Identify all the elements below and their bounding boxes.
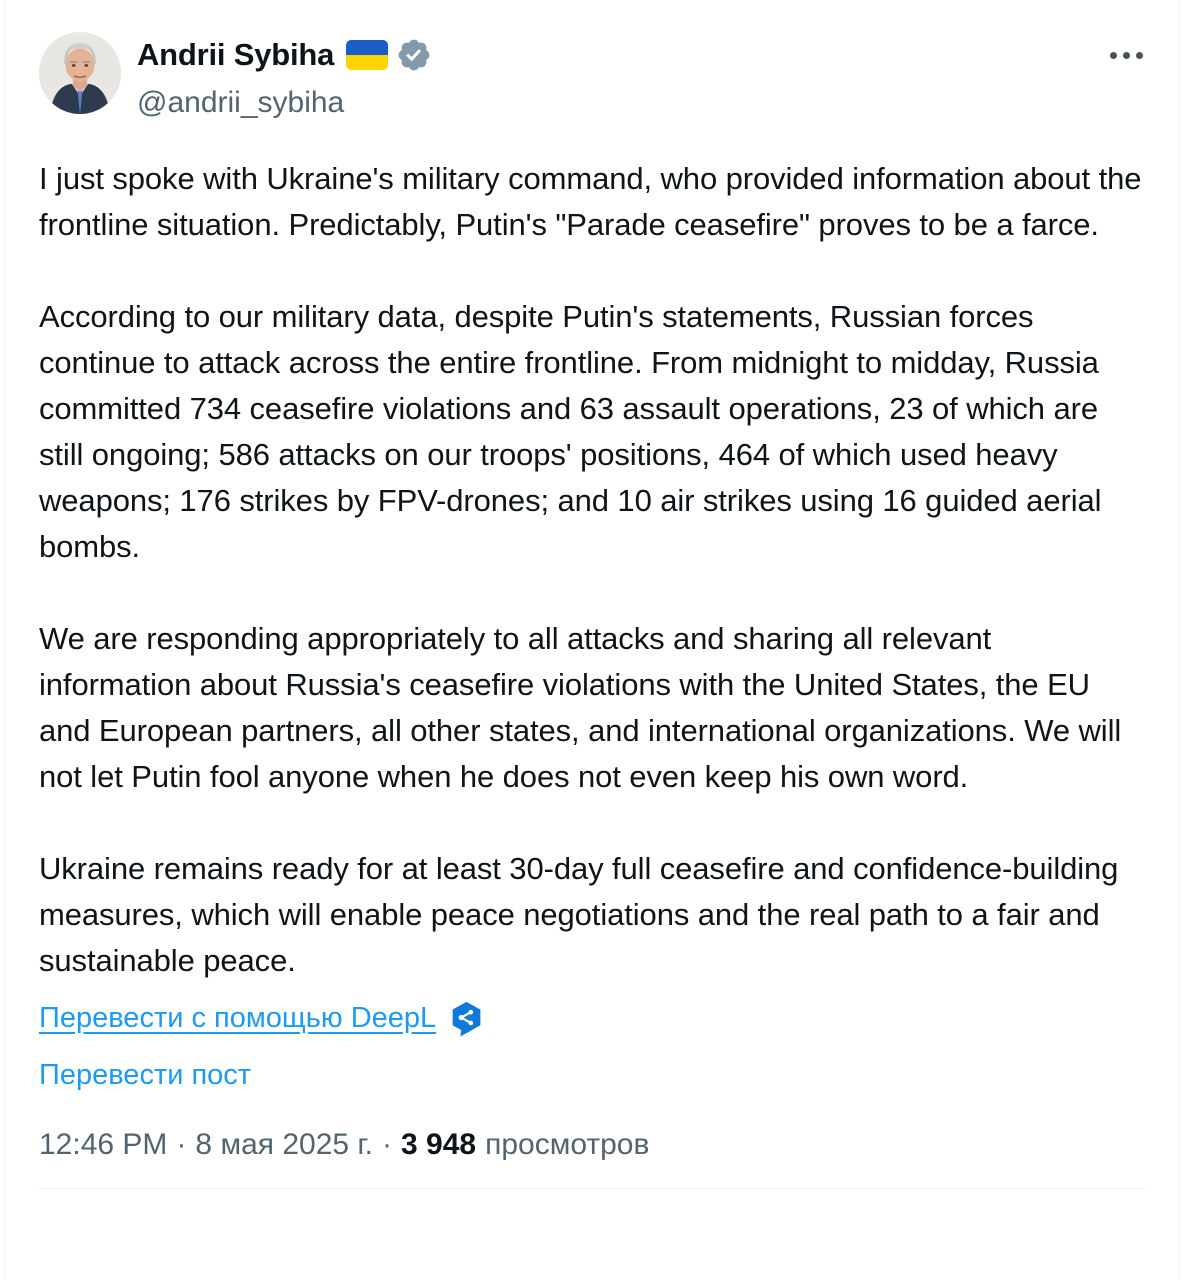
divider [39, 1188, 1145, 1189]
author-name[interactable]: Andrii Sybiha [137, 37, 335, 72]
timestamp: 12:46 PM [39, 1128, 168, 1161]
dot-separator: · [382, 1128, 393, 1161]
author-info [137, 32, 1108, 120]
ellipsis-icon [1123, 52, 1130, 59]
tweet [5, 0, 1179, 1189]
translate-deepl-link[interactable]: Перевести с помощью DeepL [39, 1002, 437, 1034]
tweet-text [39, 156, 1145, 984]
ellipsis-icon [1136, 52, 1143, 59]
tweet-paragraph: According to our military data, despite Putin's statements, Russian forces continue to attack across the entire frontline. From midnight to midday, Russia committed 734 ceasefire violations and 63 assault operations, 23 of which are still ongoing; 586 attacks on our troops' positions, 464 of which used heavy weapons; 176 strikes by FPV-drones; and 10 air strikes using 16 guided aerial bombs. [39, 299, 1102, 564]
views-label: просмотров [485, 1128, 650, 1161]
avatar[interactable] [39, 32, 121, 114]
tweet-paragraph: Ukraine remains ready for at least 30-day full ceasefire and confidence-building measures, which will enable peace negotiations and the real path to a fair and sustainable peace. [39, 851, 1119, 978]
views-count: 3 948 [401, 1128, 477, 1161]
tweet-paragraph: I just spoke with Ukraine's military command, who provided information about the frontline situation. Predictably, Putin's "Parade ceasefire" proves to be a farce. [39, 161, 1142, 242]
avatar-image [39, 32, 121, 114]
more-button[interactable] [1108, 42, 1145, 69]
author-name-row [137, 34, 1108, 76]
author-handle[interactable]: @andrii_sybiha [137, 86, 345, 119]
ellipsis-icon [1110, 52, 1117, 59]
tweet-meta [39, 1128, 1145, 1162]
date: 8 мая 2025 г. [195, 1128, 374, 1161]
verified-badge-icon [396, 37, 432, 73]
tweet-detail-page [4, 0, 1180, 1280]
ukraine-flag-emoji [346, 40, 388, 70]
translate-deepl-row [39, 1000, 1145, 1037]
tweet-header [39, 32, 1145, 120]
dot-separator: · [176, 1128, 187, 1161]
tweet-paragraph: We are responding appropriately to all attacks and sharing all relevant information about Russia's ceasefire violations with the United States, the EU and European partners, all other states, and international organizations. We will not let Putin fool anyone when he does not even keep his own word. [39, 621, 1122, 794]
translate-post-link[interactable]: Перевести пост [39, 1059, 252, 1091]
translate-post-row [39, 1059, 1145, 1092]
deepl-icon [448, 1000, 485, 1037]
